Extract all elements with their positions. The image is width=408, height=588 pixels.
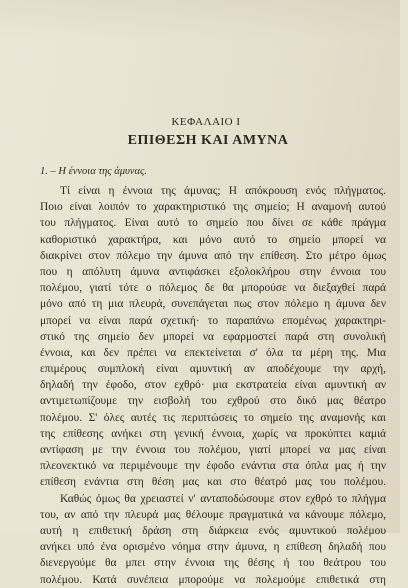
text-line: αντίφαση με την έννοια του πολέμου, γιατί μπορεί να μας είναι [40, 444, 386, 456]
text-line: πλεονεκτικό να περιμένουμε την έφοδο ενάντια στα όπλα μας ή την [40, 460, 386, 473]
text-line: έννοια, και δεν πρέπει να επεκτείνεται σ' όλα τα μέρη της. Μια [40, 346, 386, 359]
text-line: που η απόλυτη άμυνα αντιφάσκει εξολοκλήρου στην έννοια του [40, 265, 386, 278]
section-heading: 1. – Η έννοια της άμυνας. [40, 166, 147, 177]
text-line: μόνο από τη μια πλευρά, συνεπάγεται πως στον πόλεμο η άμυνα δεν [40, 298, 386, 311]
page-shadow [0, 0, 400, 40]
text-line: πολέμου. Κατά συνέπεια μπορούμε να πολεμούμε επιθετικά στη [40, 573, 386, 586]
text-line: επίθεση ενάντια στη θέση μας και στο θέατρό μας του πολέμου. [40, 476, 386, 489]
text-line: Καθώς όμως θα χρειαστεί ν' ανταποδώσουμε στον εχθρό το πλήγμα [60, 492, 386, 505]
text-line: μπορεί να είναι παρά σχετική· το παραπάνω επομένως χαρακτηρι- [40, 314, 386, 327]
chapter-label: ΚΕΦΑΛΑΙΟ Ι [171, 116, 241, 128]
text-line: του πλήγματος. Είναι αυτό το σημείο που δίνει σε κάθε πράγμα [40, 217, 386, 230]
text-line: επιμέρους συμπλοκή είναι αμυντική αν αποδέχουμε την αρχή, [40, 363, 386, 376]
text-line: Ποιο είναι λοιπόν το χαρακτηριστικό της σημείο; Η αναμονή αυτού [40, 201, 386, 214]
text-line: του, αν από την πλευρά μας θέλουμε πραγματικά να κάνουμε πόλεμο, [40, 508, 386, 521]
chapter-title: ΕΠΙΘΕΣΗ ΚΑΙ ΑΜΥΝΑ [127, 133, 289, 148]
text-line: αυτή η επιθετική δράση στη διάρκεια ενός αμυντικού πολέμου [40, 524, 386, 537]
text-line: καθοριστικό χαρακτήρα, και μόνο αυτό το σημείο μπορεί να [40, 233, 386, 246]
text-line: δηλαδή την έφοδο, στον εχθρό· μια εκστρατεία είναι αμυντική αν [40, 379, 386, 392]
text-line: πολέμου, γιατί τότε ο πόλεμος δε θα μπορούσε να διεξαχθεί παρά [40, 282, 386, 295]
text-line: στικό της σημείο δεν μπορεί να εφαρμοστεί παρά στη συνολική [40, 330, 386, 343]
text-line: διακρίνει στον πόλεμο την άμυνα από την επίθεση. Στο μέτρο όμως [40, 249, 386, 262]
body-text [40, 183, 386, 588]
text-line: ανήκει υπό ένα ορισμένο νόημα στην άμυνα, η επίθεση δηλαδή που [40, 541, 386, 554]
text-line: Τί είναι η έννοια της άμυνας; Η απόκρουση ενός πλήγματος. [60, 185, 386, 197]
text-line: πολέμου. Σ' όλες αυτές τις περιπτώσεις το σημείο της αναμονής και [40, 411, 386, 424]
text-line: της επίθεσης ανήκει στη γενική έννοια, χωρίς να προκύπτει καμιά [40, 427, 386, 440]
text-line: αντιμετωπίζουμε την εισβολή του εχθρού στο δικό μας θέατρο [40, 395, 386, 408]
text-line: διενεργούμε θα μπει στην έννοια της θέσης ή του θεάτρου του [40, 557, 386, 570]
